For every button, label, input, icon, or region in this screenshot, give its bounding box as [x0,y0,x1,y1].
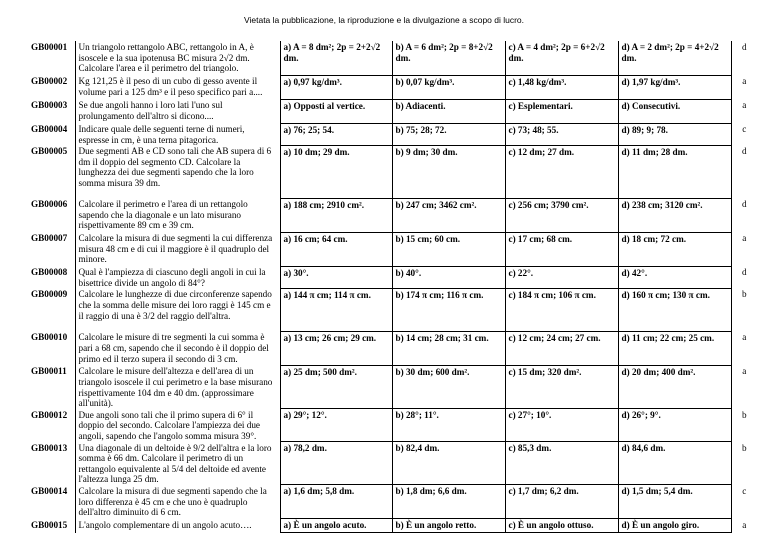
option-d: d) A = 2 dm²; 2p = 4+2√2 dm. [618,41,731,75]
answer-key: d [731,266,757,288]
option-c: c) 1,7 dm; 6,2 dm. [505,485,618,519]
answer-key: a [731,519,757,533]
option-a: a) 76; 25; 54. [280,123,392,145]
answer-key: a [731,331,757,365]
option-c: c) 73; 48; 55. [505,123,618,145]
answer-key: b [731,288,757,331]
question-text: Calcolare le misure dell'altezza e dell'area di un triangolo isoscele il cui perimetro e la base misurano rispettivamente 104 dm e 40 dm. (approssimare all'unità). [75,365,280,408]
question-row [31,145,757,198]
option-c: c) 12 dm; 27 dm. [505,145,618,198]
option-a: a) 78,2 dm. [280,442,392,485]
answer-key: a [731,75,757,99]
option-d: d) 1,5 dm; 5,4 dm. [618,485,731,519]
question-code: GB00009 [31,289,68,300]
option-c: c) 1,48 kg/dm³. [505,75,618,99]
question-text: Kg 121,25 è il peso di un cubo di gesso avente il volume pari a 125 dm³ e il peso specifico pari a.... [75,75,280,99]
question-row [31,485,757,519]
question-row [31,519,757,533]
question-row [31,442,757,485]
answer-key: b [731,442,757,485]
question-code: GB00007 [31,233,68,244]
option-d: d) 84,6 dm. [618,442,731,485]
question-text: Calcolare il perimetro e l'area di un rettangolo sapendo che la diagonale e un lato misurano rispettivamente 89 cm e 39 cm. [75,198,280,232]
question-code: GB00014 [31,485,68,496]
option-b: b) Adiacenti. [392,99,505,123]
question-text: Qual è l'ampiezza di ciascuno degli angoli in cui la bisettrice divide un angolo di 84°? [75,266,280,288]
option-a: a) 144 π cm; 114 π cm. [280,288,392,331]
question-row [31,409,757,442]
option-c: c) 256 cm; 3790 cm². [505,198,618,232]
answer-key: b [731,409,757,442]
option-d: d) 20 dm; 400 dm². [618,365,731,408]
question-text: Una diagonale di un deltoide è 9/2 dell'altra e la loro somma è 66 dm. Calcolare il perimetro di un rettangolo equivalente al 5/4 del deltoide ed avente l'altezza lunga 25 dm. [75,442,280,485]
question-row [31,198,757,232]
option-b: b) A = 6 dm²; 2p = 8+2√2 dm. [392,41,505,75]
question-code: GB00011 [31,366,67,377]
option-d: d) 26°; 9°. [618,409,731,442]
option-c: c) A = 4 dm²; 2p = 6+2√2 dm. [505,41,618,75]
question-row [31,123,757,145]
option-c: c) 17 cm; 68 cm. [505,232,618,266]
answer-key: a [731,232,757,266]
question-row [31,365,757,408]
question-row [31,288,757,331]
question-code: GB00002 [31,76,68,86]
page-header: Vietata la pubblicazione, la riproduzione e la divulgazione a scopo di lucro. [243,15,525,25]
option-a: a) 13 cm; 26 cm; 29 cm. [280,331,392,365]
question-text: Se due angoli hanno i loro lati l'uno sul prolungamento dell'altro si dicono.... [75,99,280,123]
question-text: Due angoli sono tali che il primo supera di 6° il doppio del secondo. Calcolare l'ampiezza dei due angoli, sapendo che l'angolo somma misura 39°. [75,409,280,442]
option-d: d) 42°. [618,266,731,288]
question-code: GB00008 [31,267,68,278]
option-c: c) Esplementari. [505,99,618,123]
answer-key: d [731,41,757,75]
option-b: b) È un angolo retto. [392,519,505,533]
question-text: Calcolare la misura di due segmenti sapendo che la loro differenza è 45 cm e che uno è quadruplo dell'altro diminuito di 6 cm. [75,485,280,519]
option-d: d) 238 cm; 3120 cm². [618,198,731,232]
option-b: b) 1,8 dm; 6,6 dm. [392,485,505,519]
option-b: b) 9 dm; 30 dm. [392,145,505,198]
answer-key: d [731,145,757,198]
option-b: b) 40°. [392,266,505,288]
option-a: a) È un angolo acuto. [280,519,392,533]
answer-key: a [731,99,757,123]
option-b: b) 75; 28; 72. [392,123,505,145]
option-b: b) 30 dm; 600 dm². [392,365,505,408]
option-b: b) 82,4 dm. [392,442,505,485]
option-a: a) 30°. [280,266,392,288]
question-code: GB00001 [31,42,68,52]
question-code: GB00012 [31,409,68,420]
option-d: d) 160 π cm; 130 π cm. [618,288,731,331]
option-a: a) 16 cm; 64 cm. [280,232,392,266]
option-c: c) È un angolo ottuso. [505,519,618,533]
option-a: a) 188 cm; 2910 cm². [280,198,392,232]
option-d: d) Consecutivi. [618,99,731,123]
option-d: d) 89; 9; 78. [618,123,731,145]
option-b: b) 28°; 11°. [392,409,505,442]
option-d: d) 11 cm; 22 cm; 25 cm. [618,331,731,365]
option-a: a) 0,97 kg/dm³. [280,75,392,99]
question-text: Indicare quale delle seguenti terne di numeri, espresse in cm, è una terna pitagorica. [75,123,280,145]
question-row [31,99,757,123]
answer-key: c [731,123,757,145]
option-c: c) 12 cm; 24 cm; 27 cm. [505,331,618,365]
option-c: c) 85,3 dm. [505,442,618,485]
question-text: Due segmenti AB e CD sono tali che AB supera di 6 dm il doppio del segmento CD. Calcolare la lunghezza dei due segmenti sapendo che la loro somma misura 39 dm. [75,145,280,198]
option-a: a) 25 dm; 500 dm². [280,365,392,408]
question-text: L'angolo complementare di un angolo acuto…. [75,519,280,533]
option-a: a) 1,6 dm; 5,8 dm. [280,485,392,519]
option-c: c) 15 dm; 320 dm². [505,365,618,408]
option-c: c) 184 π cm; 106 π cm. [505,288,618,331]
option-c: c) 22°. [505,266,618,288]
question-code: GB00015 [31,519,68,530]
question-row [31,331,757,365]
option-d: d) 11 dm; 28 dm. [618,145,731,198]
question-row [31,266,757,288]
question-row [31,75,757,99]
option-a: a) 10 dm; 29 dm. [280,145,392,198]
option-b: b) 15 cm; 60 cm. [392,232,505,266]
option-a: a) A = 8 dm²; 2p = 2+2√2 dm. [280,41,392,75]
question-code: GB00004 [31,124,68,134]
question-text: Calcolare le misure di tre segmenti la cui somma è pari a 68 cm, sapendo che il secondo è il doppio del primo ed il terzo supera il secondo di 3 cm. [75,331,280,365]
option-d: d) È un angolo giro. [618,519,731,533]
answer-key: d [731,198,757,232]
option-d: d) 1,97 kg/dm³. [618,75,731,99]
questions-table [31,41,757,533]
question-text: Calcolare le lunghezze di due circonferenze sapendo che la somma delle misure dei loro raggi è 145 cm e il raggio di una è 3/2 del raggio dell'altra. [75,288,280,331]
question-code: GB00005 [31,146,68,157]
option-a: a) Opposti al vertice. [280,99,392,123]
option-b: b) 0,07 kg/dm³. [392,75,505,99]
question-code: GB00006 [31,199,68,210]
question-code: GB00003 [31,100,68,110]
question-row [31,41,757,75]
answer-key: a [731,365,757,408]
answer-key: c [731,485,757,519]
question-code: GB00010 [31,332,68,343]
option-c: c) 27°; 10°. [505,409,618,442]
option-b: b) 174 π cm; 116 π cm. [392,288,505,331]
option-b: b) 247 cm; 3462 cm². [392,198,505,232]
option-a: a) 29°; 12°. [280,409,392,442]
option-b: b) 14 cm; 28 cm; 31 cm. [392,331,505,365]
option-d: d) 18 cm; 72 cm. [618,232,731,266]
question-text: Un triangolo rettangolo ABC, rettangolo in A, è isoscele e la sua ipotenusa BC misura 2√2 dm. Calcolare l'area e il perimetro del triangolo. [75,41,280,75]
question-code: GB00013 [31,442,68,453]
question-row [31,232,757,266]
question-text: Calcolare la misura di due segmenti la cui differenza misura 48 cm e di cui il maggiore è il quadruplo del minore. [75,232,280,266]
